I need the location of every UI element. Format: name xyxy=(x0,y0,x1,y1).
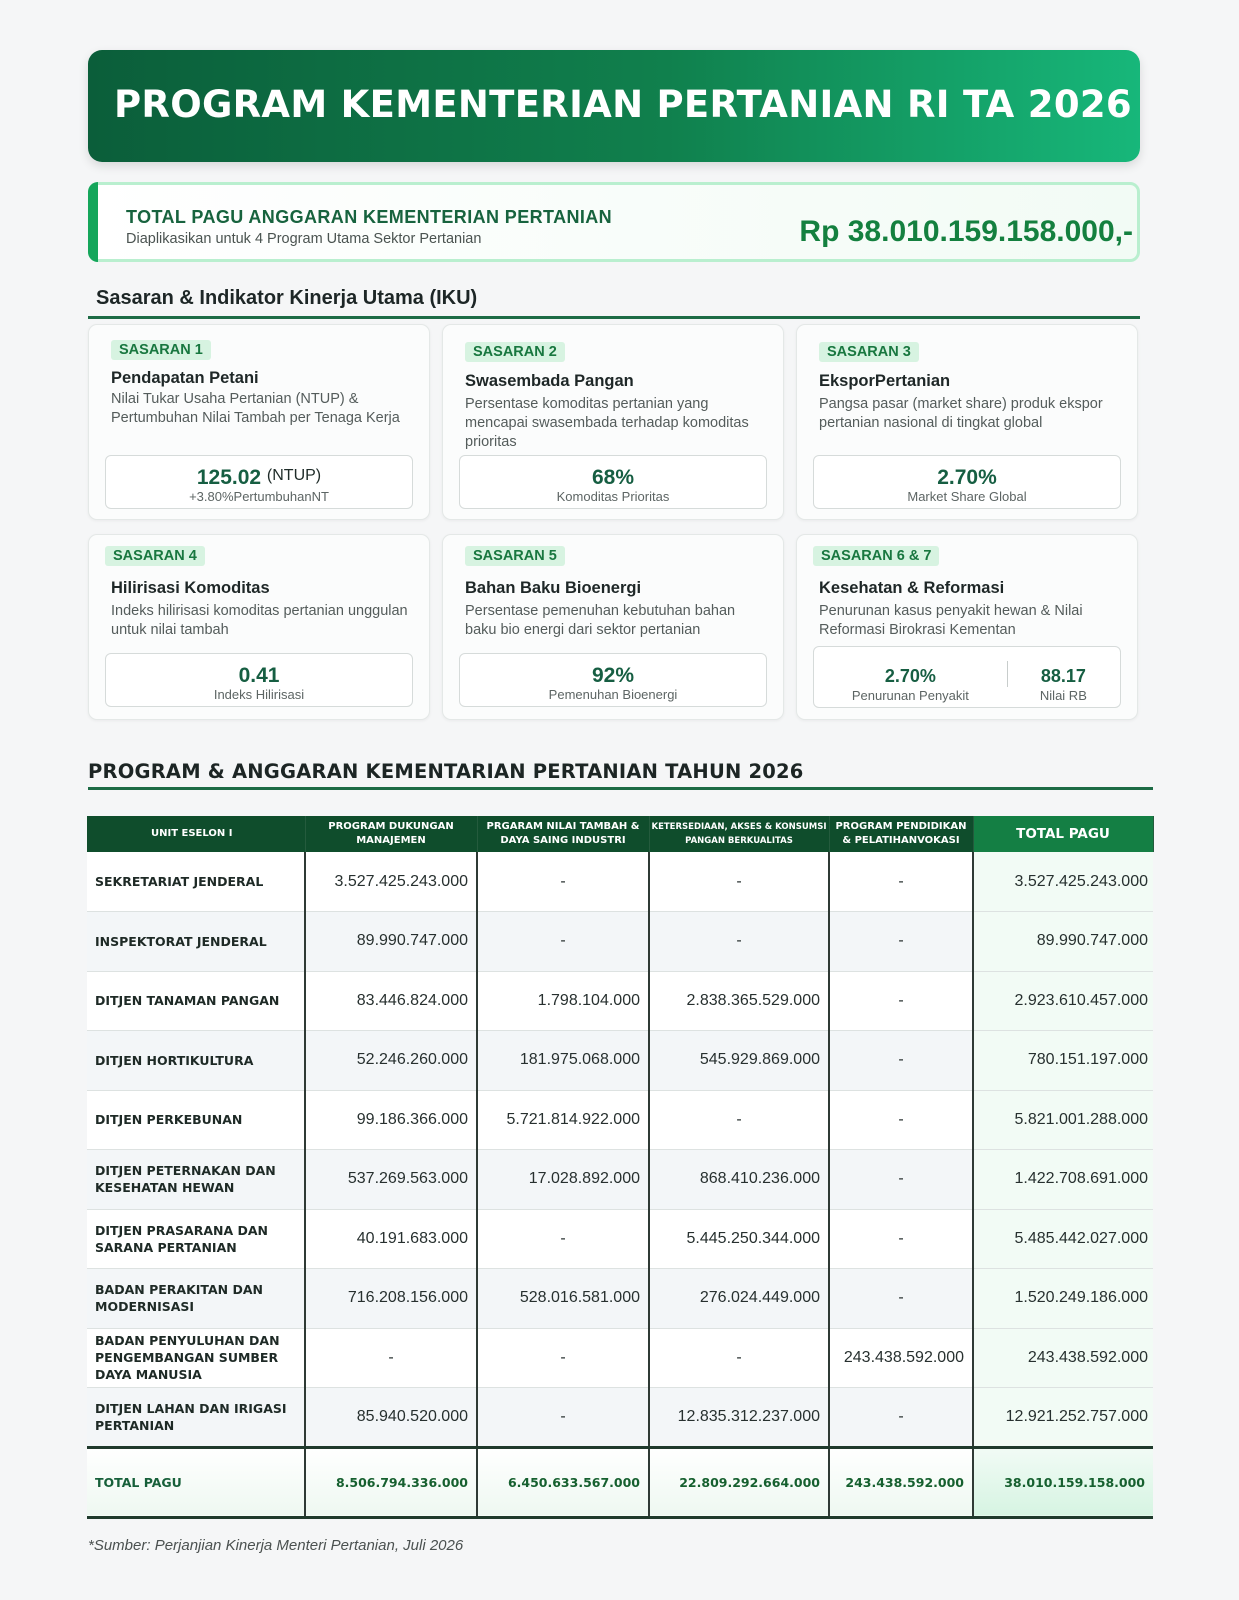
budget-cell: - xyxy=(829,852,973,912)
table-row xyxy=(87,1388,1153,1448)
budget-cell: 12.835.312.237.000 xyxy=(649,1388,829,1448)
table-total-row xyxy=(87,1447,1153,1517)
sasaran-card-4 xyxy=(88,534,430,720)
iku-section-title: Sasaran & Indikator Kinerja Utama (IKU) xyxy=(96,287,478,309)
unit-eselon-cell: BADAN PERAKITAN DAN MODERNISASI xyxy=(87,1269,305,1329)
indicator-caption: Pemenuhan Bioenergi xyxy=(548,687,678,702)
column-header: KETERSEDIAAN, AKSES & KONSUMSI PANGAN BERKUALITAS xyxy=(649,816,829,852)
total-pagu-cell: 780.151.197.000 xyxy=(973,1031,1153,1091)
unit-eselon-cell: TOTAL PAGU xyxy=(87,1447,305,1517)
table-row xyxy=(87,1269,1153,1329)
column-header: PRGARAM NILAI TAMBAH & DAYA SAING INDUSTRI xyxy=(477,816,649,852)
total-pagu-panel xyxy=(88,182,1140,262)
unit-eselon-cell: INSPEKTORAT JENDERAL xyxy=(87,912,305,972)
budget-cell: 243.438.592.000 xyxy=(829,1447,973,1517)
sasaran-name: Bahan Baku Bioenergi xyxy=(465,579,642,597)
sasaran-desc: Indeks hilirisasi komoditas pertanian unggulan untuk nilai tambah xyxy=(111,603,408,638)
total-pagu-cell: 38.010.159.158.000 xyxy=(973,1447,1153,1517)
budget-cell: - xyxy=(649,912,829,972)
table-row xyxy=(87,1150,1153,1210)
total-pagu-cell: 5.485.442.027.000 xyxy=(973,1209,1153,1269)
total-pagu-cell: 1.520.249.186.000 xyxy=(973,1269,1153,1329)
indicator-value: 92% xyxy=(591,664,635,687)
budget-cell: - xyxy=(477,1328,649,1388)
sasaran-card-3 xyxy=(796,324,1138,520)
indicator-unit: (NTUP) xyxy=(266,467,322,484)
budget-cell: - xyxy=(649,1328,829,1388)
budget-cell: 5.721.814.922.000 xyxy=(477,1090,649,1150)
table-row xyxy=(87,1090,1153,1150)
column-header: PROGRAM DUKUNGAN MANAJEMEN xyxy=(305,816,477,852)
unit-eselon-cell: DITJEN LAHAN DAN IRIGASI PERTANIAN xyxy=(87,1388,305,1448)
sasaran-badge: SASARAN 4 xyxy=(105,546,205,566)
budget-cell: 99.186.366.000 xyxy=(305,1090,477,1150)
budget-cell: - xyxy=(829,1090,973,1150)
sasaran-badge: SASARAN 5 xyxy=(465,546,565,566)
budget-cell: 545.929.869.000 xyxy=(649,1031,829,1091)
program-budget-table xyxy=(87,816,1154,1519)
budget-cell: - xyxy=(829,1269,973,1329)
total-pagu-title: TOTAL PAGU ANGGARAN KEMENTERIAN PERTANIAN xyxy=(126,207,613,227)
sasaran-badge: SASARAN 6 & 7 xyxy=(813,546,939,566)
budget-cell: - xyxy=(829,1209,973,1269)
indicator-box xyxy=(105,455,413,509)
indicator-caption: Market Share Global xyxy=(907,489,1027,504)
budget-cell: 52.246.260.000 xyxy=(305,1031,477,1091)
budget-cell: 537.269.563.000 xyxy=(305,1150,477,1210)
sasaran-badge: SASARAN 2 xyxy=(465,342,565,362)
title-banner xyxy=(88,50,1140,162)
indicator-value: 68% xyxy=(591,466,635,489)
budget-cell: 528.016.581.000 xyxy=(477,1269,649,1329)
budget-cell: 6.450.633.567.000 xyxy=(477,1447,649,1517)
table-row xyxy=(87,971,1153,1031)
total-pagu-cell: 12.921.252.757.000 xyxy=(973,1388,1153,1448)
sasaran-name: Kesehatan & Reformasi xyxy=(819,579,1005,597)
budget-cell: - xyxy=(829,971,973,1031)
sasaran-name: EksporPertanian xyxy=(819,372,951,390)
budget-cell: - xyxy=(829,1031,973,1091)
unit-eselon-cell: DITJEN PRASARANA DAN SARANA PERTANIAN xyxy=(87,1209,305,1269)
sasaran-card-2 xyxy=(442,324,784,520)
sasaran-desc: Persentase pemenuhan kebutuhan bahan baku bio energi dari sektor pertanian xyxy=(465,603,736,638)
sasaran-badge: SASARAN 1 xyxy=(111,340,211,360)
table-row xyxy=(87,852,1153,912)
indicator-value xyxy=(106,466,412,490)
budget-cell: - xyxy=(829,1388,973,1448)
indicator-caption: +3.80%PertumbuhanNT xyxy=(189,489,329,504)
sasaran-badge: SASARAN 3 xyxy=(819,342,919,362)
page-title: PROGRAM KEMENTERIAN PERTANIAN RI TA 2026 xyxy=(114,83,1132,126)
budget-cell: - xyxy=(477,852,649,912)
budget-cell: 17.028.892.000 xyxy=(477,1150,649,1210)
budget-cell: 8.506.794.336.000 xyxy=(305,1447,477,1517)
budget-cell: 22.809.292.664.000 xyxy=(649,1447,829,1517)
budget-cell: 181.975.068.000 xyxy=(477,1031,649,1091)
program-section-title: PROGRAM & ANGGARAN KEMENTARIAN PERTANIAN TAHUN 2026 xyxy=(88,760,804,783)
table-row xyxy=(87,912,1153,972)
indicator-box xyxy=(105,653,413,707)
indicator-box xyxy=(459,653,767,707)
budget-cell: - xyxy=(477,1209,649,1269)
sasaran-desc: Pangsa pasar (market share) produk ekspor pertanian nasional di tingkat global xyxy=(819,396,1103,431)
total-pagu-subtitle: Diaplikasikan untuk 4 Program Utama Sektor Pertanian xyxy=(126,231,482,247)
budget-cell: - xyxy=(477,1388,649,1448)
sasaran-desc: Nilai Tukar Usaha Pertanian (NTUP) & Pertumbuhan Nilai Tambah per Tenaga Kerja xyxy=(111,391,400,426)
source-note: *Sumber: Perjanjian Kinerja Menteri Pertanian, Juli 2026 xyxy=(88,1537,464,1554)
indicator-caption: Indeks Hilirisasi xyxy=(213,687,305,702)
budget-cell: - xyxy=(649,1090,829,1150)
budget-cell: 1.798.104.000 xyxy=(477,971,649,1031)
budget-cell: 85.940.520.000 xyxy=(305,1388,477,1448)
total-pagu-cell: 3.527.425.243.000 xyxy=(973,852,1153,912)
sasaran-desc: Persentase komoditas pertanian yang mencapai swasembada terhadap komoditas prioritas xyxy=(465,396,749,450)
column-header: TOTAL PAGU xyxy=(973,816,1153,852)
table-header-row xyxy=(87,816,1153,852)
sasaran-name: Pendapatan Petani xyxy=(111,369,259,387)
budget-cell: - xyxy=(829,912,973,972)
budget-cell: - xyxy=(305,1328,477,1388)
budget-cell: 868.410.236.000 xyxy=(649,1150,829,1210)
table-row xyxy=(87,1209,1153,1269)
sasaran-name: Swasembada Pangan xyxy=(465,372,634,390)
sasaran-name: Hilirisasi Komoditas xyxy=(111,579,270,597)
indicator-box xyxy=(813,646,1121,708)
indicator-caption: Komoditas Prioritas xyxy=(556,489,670,504)
unit-eselon-cell: DITJEN PETERNAKAN DAN KESEHATAN HEWAN xyxy=(87,1150,305,1210)
total-pagu-cell: 89.990.747.000 xyxy=(973,912,1153,972)
sasaran-desc: Penurunan kasus penyakit hewan & Nilai Reformasi Birokrasi Kementan xyxy=(819,603,1083,638)
indicator-box xyxy=(813,455,1121,509)
indicator-value: 2.70% xyxy=(884,666,936,686)
table-row xyxy=(87,1328,1153,1388)
indicator-caption: Penurunan Penyakit xyxy=(851,688,969,703)
budget-cell: 89.990.747.000 xyxy=(305,912,477,972)
indicator-value: 88.17 xyxy=(1040,666,1086,686)
total-pagu-amount: Rp 38.010.159.158.000,- xyxy=(799,215,1133,248)
total-pagu-cell: 2.923.610.457.000 xyxy=(973,971,1153,1031)
indicator-caption: Nilai RB xyxy=(1039,688,1087,703)
sasaran-card-1 xyxy=(88,324,430,520)
budget-cell: 5.445.250.344.000 xyxy=(649,1209,829,1269)
budget-cell: 40.191.683.000 xyxy=(305,1209,477,1269)
unit-eselon-cell: DITJEN PERKEBUNAN xyxy=(87,1090,305,1150)
indicator-value: 0.41 xyxy=(238,664,280,687)
indicator-box xyxy=(459,455,767,509)
unit-eselon-cell: DITJEN HORTIKULTURA xyxy=(87,1031,305,1091)
budget-cell: - xyxy=(477,912,649,972)
budget-cell: 3.527.425.243.000 xyxy=(305,852,477,912)
column-header: UNIT ESELON I xyxy=(87,816,305,852)
unit-eselon-cell: DITJEN TANAMAN PANGAN xyxy=(87,971,305,1031)
indicator-penyakit xyxy=(814,647,1007,707)
indicator-rb xyxy=(1007,647,1120,707)
budget-cell: 276.024.449.000 xyxy=(649,1269,829,1329)
budget-cell: 243.438.592.000 xyxy=(829,1328,973,1388)
divider xyxy=(88,787,1153,790)
column-header: PROGRAM PENDIDIKAN & PELATIHANVOKASI xyxy=(829,816,973,852)
indicator-value: 2.70% xyxy=(937,466,997,489)
total-pagu-cell: 243.438.592.000 xyxy=(973,1328,1153,1388)
budget-cell: - xyxy=(649,852,829,912)
total-pagu-cell: 5.821.001.288.000 xyxy=(973,1090,1153,1150)
total-pagu-cell: 1.422.708.691.000 xyxy=(973,1150,1153,1210)
sasaran-card-6-7 xyxy=(796,534,1138,720)
budget-cell: 716.208.156.000 xyxy=(305,1269,477,1329)
unit-eselon-cell: SEKRETARIAT JENDERAL xyxy=(87,852,305,912)
sasaran-card-5 xyxy=(442,534,784,720)
budget-cell: 83.446.824.000 xyxy=(305,971,477,1031)
unit-eselon-cell: BADAN PENYULUHAN DAN PENGEMBANGAN SUMBER DAYA MANUSIA xyxy=(87,1328,305,1388)
accent-bar xyxy=(88,182,98,262)
table-row xyxy=(87,1031,1153,1091)
divider xyxy=(88,316,1140,319)
budget-cell: - xyxy=(829,1150,973,1210)
budget-cell: 2.838.365.529.000 xyxy=(649,971,829,1031)
indicator-number: 125.02 xyxy=(196,466,262,489)
